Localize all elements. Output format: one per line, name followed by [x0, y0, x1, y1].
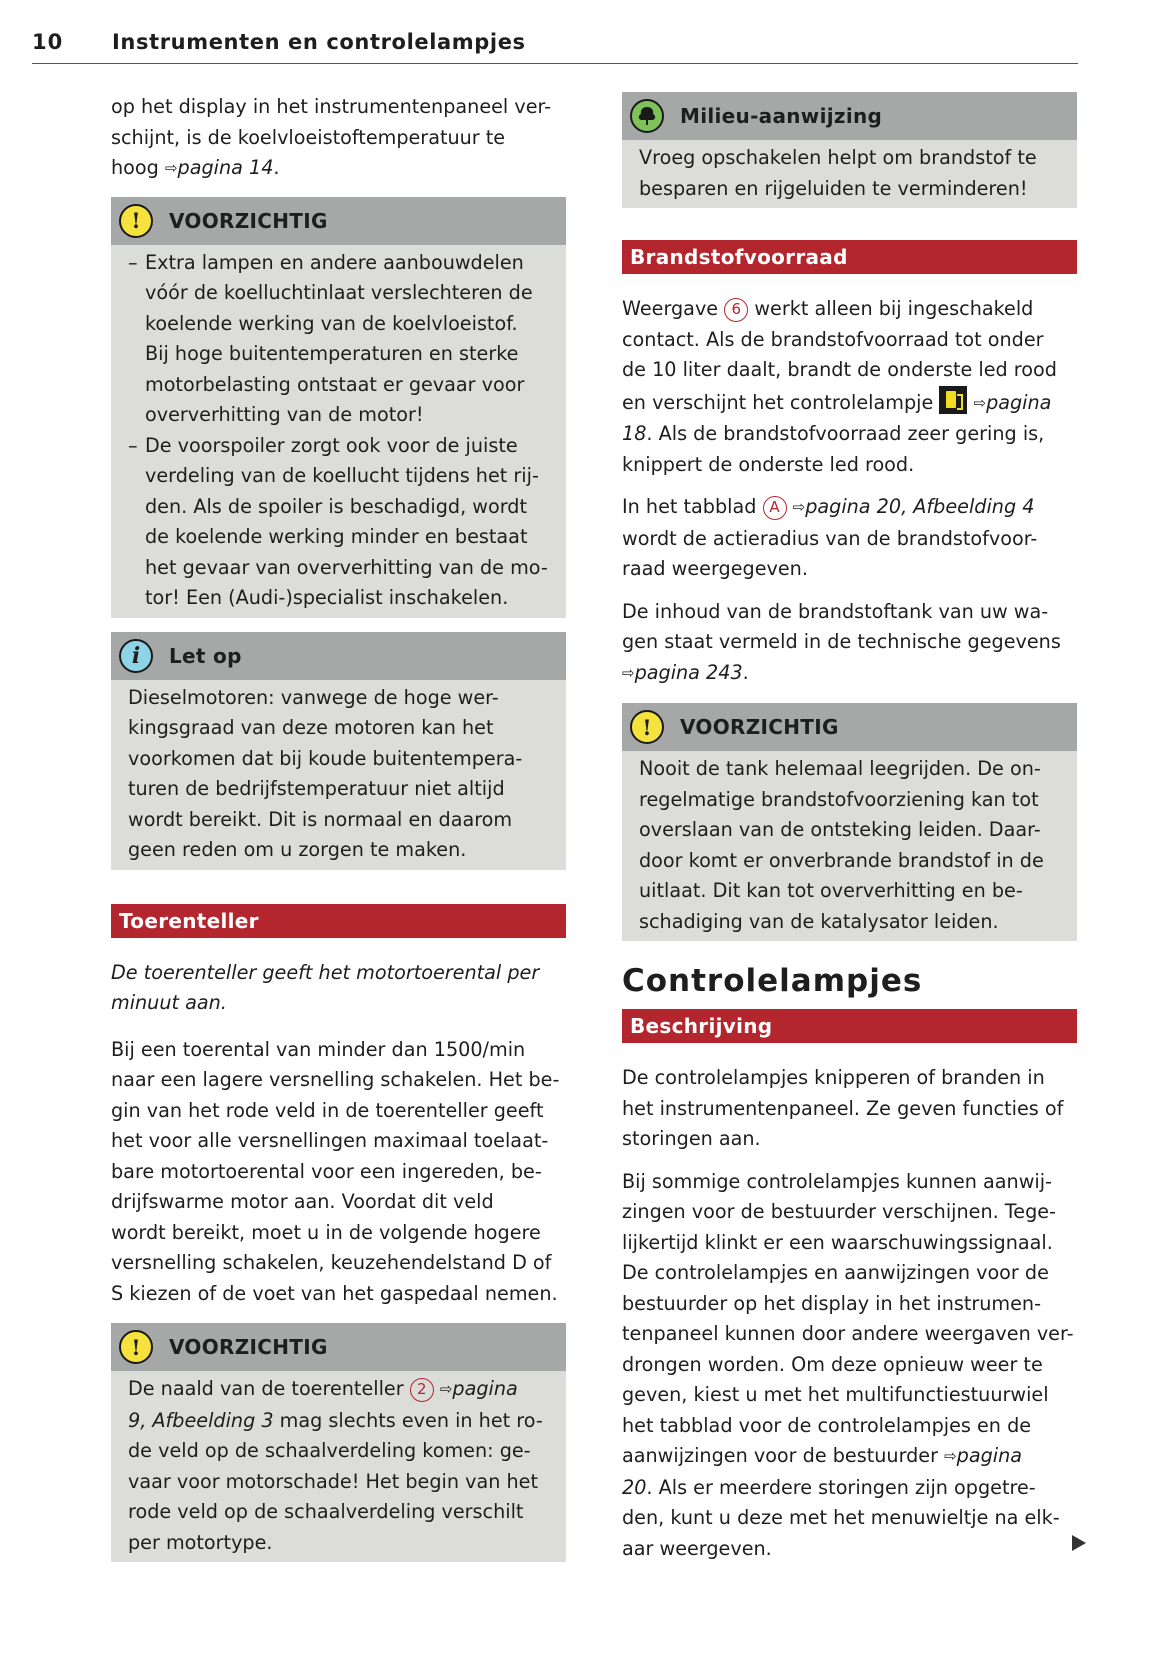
text-line: bestuurder op het display in het instrumen- [622, 1291, 1042, 1315]
page-number: 10 [32, 30, 64, 54]
text-line: besparen en rijgeluiden te verminderen! [639, 176, 1028, 200]
text: hoog [111, 156, 159, 179]
text: . Als er meerdere storingen zijn opgetre- [646, 1475, 1036, 1499]
text-line: per motortype. [128, 1530, 273, 1554]
dash-bullet: – [128, 250, 138, 274]
caution-box-tachometer [111, 1323, 566, 1562]
text-line [128, 1374, 552, 1406]
text-line: versnelling schakelen, keuzehendelstand D of [111, 1251, 552, 1274]
text-line: storingen aan. [622, 1127, 761, 1150]
text-line: koelende werking van de koelvloeistof. [145, 311, 518, 335]
text-line: schadiging van de katalysator leiden. [639, 909, 999, 933]
text-line: den, kunt u deze met het menuwieltje na elk- [622, 1506, 1060, 1529]
text: De naald van de toerenteller [128, 1377, 410, 1400]
callout-letter: A [763, 496, 787, 520]
page-reference[interactable]: pagina 243 [634, 660, 743, 684]
environment-box [622, 92, 1077, 208]
caution-header [111, 197, 566, 245]
text-line: lijkertijd klinkt er een waarschuwingssignaal. [622, 1230, 1053, 1254]
text: In het tabblad [622, 495, 763, 518]
callout-number: 6 [724, 298, 748, 322]
text-line: Vroeg opschakelen helpt om brandstof te [639, 146, 1037, 169]
page-reference[interactable]: pagina 20, Afbeelding 4 [805, 495, 1035, 518]
text-line: op het display in het instrumentenpaneel ver- [111, 95, 552, 118]
text-line: bare motortoerental voor een ingereden, be- [111, 1159, 542, 1183]
text-line: de veld op de schaalverdeling komen: ge- [128, 1439, 531, 1462]
text: . [742, 660, 749, 684]
text-line: vóór de koelluchtinlaat verslechteren de [145, 281, 533, 304]
caution-body [622, 751, 1077, 941]
text-line: De controlelampjes knipperen of branden in [622, 1066, 1045, 1089]
text: Weergave [622, 297, 725, 320]
text-line: den. Als de spoiler is beschadigd, wordt [145, 494, 527, 518]
text-line: gin van het rode veld in de toerenteller geeft [111, 1098, 544, 1122]
caution-title: VOORZICHTIG [680, 715, 839, 739]
page-reference[interactable]: pagina [452, 1377, 518, 1400]
section-heading-tachometer: Toerenteller [111, 904, 566, 938]
text-line: vaar voor motorschade! Het begin van het [128, 1469, 538, 1493]
text-line: Bij een toerental van minder dan 1500/min [111, 1037, 526, 1061]
environment-body [622, 140, 1077, 208]
text-line: raad weergegeven. [622, 557, 808, 580]
page-reference[interactable]: pagina [956, 1444, 1023, 1467]
environment-header [622, 92, 1077, 140]
text-line: drongen worden. Om deze opnieuw weer te [622, 1352, 1043, 1376]
text-line: wordt de actieradius van de brandstofvoor- [622, 526, 1038, 550]
chapter-title: Instrumenten en controlelampjes [112, 30, 526, 54]
note-title: Let op [169, 643, 242, 668]
text-line: contact. Als de brandstofvoorraad tot onder [622, 327, 1044, 351]
description-paragraph-2 [622, 1167, 1077, 1565]
text-line: voorkomen dat bij koude buitentempera- [128, 746, 523, 770]
text-line: gen staat vermeld in de technische gegevens [622, 630, 1061, 653]
text-line: het instrumentenpaneel. Ze geven functies of [622, 1096, 1064, 1120]
text-line: schijnt, is de koelvloeistoftemperatuur te [111, 125, 506, 149]
text-line: wordt bereikt. Dit is normaal en daarom [128, 807, 513, 831]
environment-title: Milieu-aanwijzing [680, 104, 883, 128]
text-line: drijfswarme motor aan. Voordat dit veld [111, 1190, 494, 1213]
caution-body [111, 245, 566, 618]
text-line: regelmatige brandstofvoorziening kan tot [639, 787, 1039, 811]
text: werkt alleen bij ingeschakeld [748, 297, 1034, 320]
text-line: kingsgraad van deze motoren kan het [128, 716, 494, 739]
text-line: tor! Een (Audi-)specialist inschakelen. [145, 586, 509, 609]
text-line: rode veld op de schaalverdeling verschilt [128, 1500, 524, 1523]
caution-header [622, 703, 1077, 751]
continue-arrow-icon [1072, 1535, 1086, 1551]
dash-bullet: – [128, 433, 138, 457]
right-column [622, 92, 1077, 1576]
caution-box-cooling [111, 197, 566, 618]
text-line: het gevaar van oververhitting van de mo- [145, 555, 548, 579]
note-body [111, 680, 566, 870]
text-line: door komt er onverbrande brandstof in de [639, 848, 1044, 872]
fuel-paragraph-2 [622, 492, 1077, 585]
note-box [111, 632, 566, 870]
text-line: geen reden om u zorgen te maken. [128, 838, 467, 861]
text-line [622, 492, 1077, 524]
tach-body [111, 1035, 566, 1310]
text-line: uitlaat. Dit kan tot oververhitting en be- [639, 879, 1023, 902]
text-line [128, 1406, 552, 1437]
info-icon: i [119, 639, 153, 673]
arrow-right-icon: ⇨ [622, 663, 635, 682]
arrow-right-icon: ⇨ [973, 393, 987, 412]
text-line: aar weergeven. [622, 1536, 772, 1560]
text-line: het voor alle versnellingen maximaal toelaat- [111, 1129, 549, 1152]
text-line: het tabblad voor de controlelampjes en de [622, 1413, 1032, 1437]
caution-header [111, 1323, 566, 1371]
page-reference[interactable]: pagina [986, 390, 1052, 414]
note-header [111, 632, 566, 680]
description-paragraph-1 [622, 1063, 1077, 1155]
caution-title: VOORZICHTIG [169, 1335, 328, 1359]
text-line: Bij hoge buitentemperaturen en sterke [145, 342, 519, 365]
text-line [622, 386, 1077, 420]
text-line: knippert de onderste led rood. [622, 452, 915, 476]
text-line: overslaan van de ontsteking leiden. Daar- [639, 818, 1041, 841]
text-line: Extra lampen en andere aanbouwdelen [145, 250, 524, 274]
text-line: de 10 liter daalt, brandt de onderste led rood [622, 358, 1057, 381]
warning-icon: ! [119, 204, 153, 238]
text-line: De voorspoiler zorgt ook voor de juiste [145, 433, 518, 457]
text-line: wordt bereikt, moet u in de volgende hogere [111, 1220, 541, 1244]
text-line: De inhoud van de brandstoftank van uw wa- [622, 599, 1049, 623]
callout-number: 2 [410, 1378, 434, 1402]
text: . [273, 156, 280, 179]
arrow-right-icon: ⇨ [439, 1380, 453, 1398]
text-line [622, 419, 1077, 450]
caution-title: VOORZICHTIG [169, 208, 328, 233]
warning-icon: ! [630, 710, 664, 744]
text-line: minuut aan. [111, 991, 227, 1014]
section-heading-fuel: Brandstofvoorraad [622, 240, 1077, 274]
page-reference[interactable]: 18 [622, 422, 647, 445]
text-line [622, 1441, 1077, 1473]
text-line: turen de bedrijfstemperatuur niet altijd [128, 777, 505, 800]
page-header [32, 30, 1078, 64]
text-line [622, 1473, 1077, 1504]
caution-box-fuel [622, 703, 1077, 941]
page-reference[interactable]: 20 [622, 1475, 647, 1499]
text-line: Dieselmotoren: vanwege de hoge wer- [128, 685, 499, 709]
tach-intro [111, 958, 566, 1019]
text-line: de koelende werking minder en bestaat [145, 525, 528, 548]
text: en verschijnt het controlelampje [622, 390, 940, 414]
text-line: zingen voor de bestuurder verschijnen. Tege- [622, 1200, 1056, 1223]
text: mag slechts even in het ro- [273, 1408, 543, 1432]
chapter-heading: Controlelampjes [622, 963, 923, 999]
text-line: motorbelasting ontstaat er gevaar voor [145, 372, 525, 396]
fuel-paragraph-3 [622, 597, 1077, 690]
caution-body [111, 1371, 566, 1562]
list-item [128, 431, 552, 614]
arrow-right-icon: ⇨ [944, 1447, 957, 1465]
text-line: S kiezen of de voet van het gaspedaal nemen. [111, 1281, 558, 1305]
text-line: De controlelampjes en aanwijzingen voor de [622, 1261, 1049, 1284]
intro-paragraph [111, 92, 566, 185]
text-line: verdeling van de koellucht tijdens het rij- [145, 464, 539, 487]
page-reference[interactable]: 9, Afbeelding 3 [128, 1408, 274, 1432]
list-item [128, 248, 552, 431]
fuel-warning-icon [939, 386, 967, 414]
text: aanwijzingen voor de bestuurder [622, 1444, 945, 1467]
text-line: Bij sommige controlelampjes kunnen aanwij- [622, 1169, 1052, 1193]
text: . Als de brandstofvoorraad zeer gering is, [646, 422, 1045, 445]
text-line [111, 153, 566, 185]
text-line: geven, kiest u met het multifunctiestuurwiel [622, 1383, 1049, 1406]
text-line [622, 658, 1077, 690]
section-heading-description: Beschrijving [622, 1009, 1077, 1043]
text-line: naar een lagere versnelling schakelen. Het be- [111, 1068, 560, 1091]
tree-icon [630, 99, 664, 133]
arrow-right-icon: ⇨ [164, 159, 178, 177]
text-line: De toerenteller geeft het motortoerental per [111, 960, 540, 984]
text-line [622, 294, 1077, 325]
text-line: Nooit de tank helemaal leegrijden. De on- [639, 757, 1041, 780]
fuel-paragraph-1 [622, 294, 1077, 480]
arrow-right-icon: ⇨ [792, 498, 806, 516]
warning-icon: ! [119, 1330, 153, 1364]
text-line: tenpaneel kunnen door andere weergaven ver- [622, 1322, 1074, 1345]
left-column [111, 92, 566, 1576]
page-reference[interactable]: pagina 14 [177, 156, 274, 179]
text-line: oververhitting van de motor! [145, 403, 424, 426]
